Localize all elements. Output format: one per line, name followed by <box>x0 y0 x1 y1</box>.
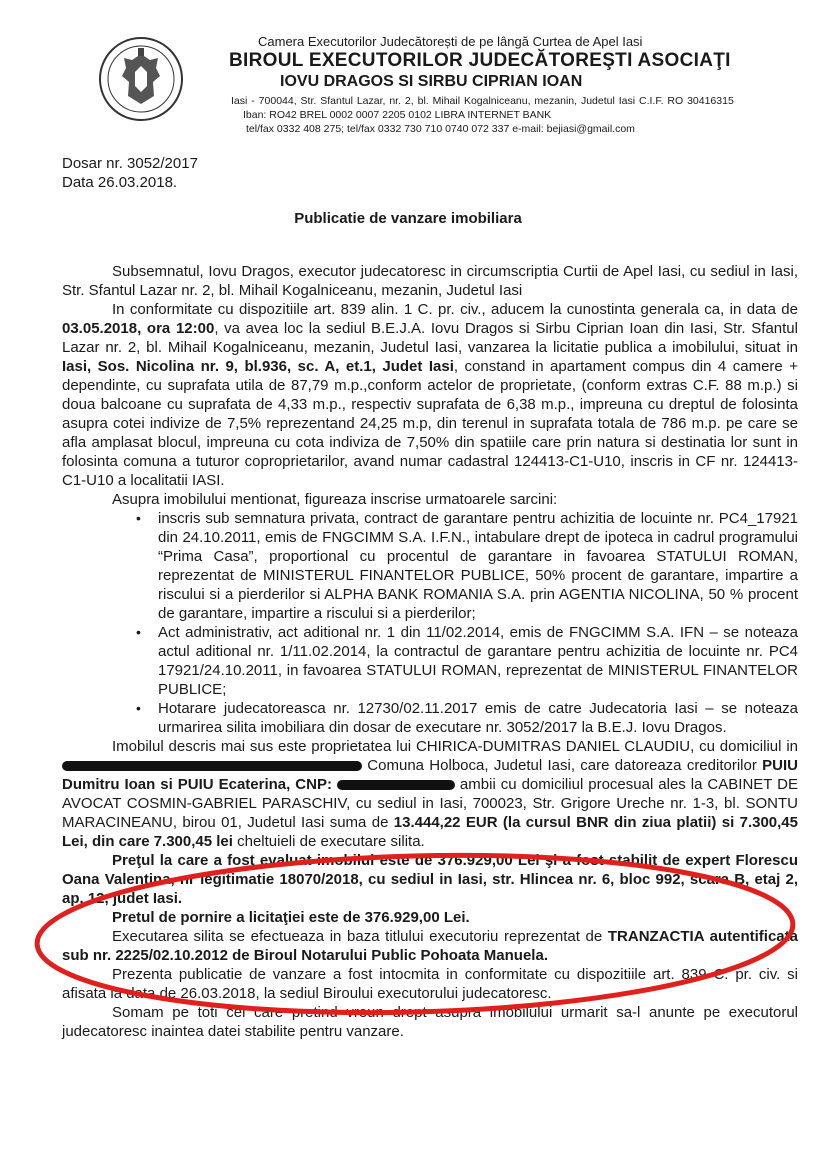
chamber-line: Camera Executorilor Judecătorești de pe lângă Curtea de Apel Iasi <box>258 34 643 49</box>
office-iban: Iban: RO42 BREL 0002 0007 2205 0102 LIBRA INTERNET BANK <box>243 109 552 121</box>
executors-names: IOVU DRAGOS SI SIRBU CIPRIAN IOAN <box>280 73 583 90</box>
redacted-cnp <box>337 780 455 790</box>
paragraph-auction: In conformitate cu dispozitiile art. 839 alin. 1 C. pr. civ., aducem la cunostinta generala ca, in data de 03.05.2018, ora 12:00, va avea loc la sediul B.E.J.A. Iovu Dragos si Sirbu Ciprian Ioan din Iasi, Str. Sfantul Lazar nr. 2, bl. Mihail Kogalniceanu, mezanin, Judetul Iasi, vanzarea la licitatie publica a imobilului, situat in Iasi, Sos. Nicolina nr. 9, bl.936, sc. A, et.1, Judet Iasi, constand in apartament compus din 4 camere + dependinte, cu suprafata utila de 87,79 m.p.,conform actelor de proprietate, (conform extras C.F. 88 m.p.) si doua balcoane cu suprafata de 4,33 m.p., respectiv suprafata de 6,38 m.p., impreuna cu dreptul de folosinta asupra cotei indivize de 7,5% reprezentand 24,25 m.p, din terenul in suprafata totala de 786 m.p. pe care se afla amplasat blocul, impreuna cu cota indiviza de 7,50% din spatiile care prin natura si destinatia lor sunt in folosinta comuna a tuturor coproprietarilor, avand numar cadastral 124413-C1-U10, inscris in CF nr. 124413-C1-U10 a localitatii IASI. <box>62 301 798 489</box>
paragraph-publication: Prezenta publicatie de vanzare a fost intocmita in conformitate cu dispozitiile art. 839 C. pr. civ. si afisata la data de 26.03.2018, la sediul Biroului executorului judecatoresc. <box>62 966 798 1002</box>
coat-of-arms-seal <box>98 36 184 122</box>
paragraph-summons: Somam pe toti cei care pretind vreun drept asupra imobilului urmarit sa-l anunte pe executorul judecatoresc inaintea datei stabilite pentru vanzare. <box>62 1004 798 1040</box>
list-item: • inscris sub semnatura privata, contract de garantare pentru achizitia de locuinte nr. PC4_17921 din 24.10.2011, emis de FNGCIMM S.A. I.F.N., intabulare drept de ipoteca in cadrul programului “Prima Casa”, proportional cu procentul de garantare in favoarea STATULUI ROMAN, reprezentat de MINISTERUL FINANTELOR PUBLICE, 50% procent de garantare, impartire a riscului si a pierderilor si ALPHA BANK ROMANIA S.A. prin AGENTIA NICOLINA, 50 % procent de garantare, impartire a riscului si a pierderilor; <box>158 509 798 623</box>
property-address: Iasi, Sos. Nicolina nr. 9, bl.936, sc. A, et.1, Judet Iasi <box>62 358 454 375</box>
list-item: • Act administrativ, act aditional nr. 1 din 11/02.2014, emis de FNGCIMM S.A. IFN – se noteaza actul aditional nr. 1/11.02.2014, la contractul de garantare pentru achizitia de locuinte nr. PC4 17921/24.10.2011, in favoarea STATULUI ROMAN, reprezentat de MINISTERUL FINANTELOR PUBLICE; <box>158 623 798 699</box>
file-number: Dosar nr. 3052/2017 <box>62 155 198 172</box>
paragraph-title: Executarea silita se efectueaza in baza titlului executoriu reprezentat de TRANZACTIA autentificata sub nr. 2225/02.10.2012 de Biroul Notarului Public Pohoata Manuela. <box>62 928 798 964</box>
debt-amount: 13.444,22 EUR (la cursul BNR din ziua platii) si 7.300,45 Lei, din care 7.300,45 lei <box>62 814 798 850</box>
paragraph-start-price: Pretul de pornire a licitaţiei este de 376.929,00 Lei. <box>112 909 470 926</box>
list-item: • Hotarare judecatoreasca nr. 12730/02.11.2017 emis de catre Judecatoria Iasi – se noteaza urmarirea silita imobiliara din dosar de executare nr. 3052/2017 la B.E.J. Iovu Dragos. <box>158 699 798 737</box>
office-name: BIROUL EXECUTORILOR JUDECĂTOREŞTI ASOCIAŢI <box>229 50 731 71</box>
paragraph-charges-intro: Asupra imobilului mentionat, figureaza inscrise urmatoarele sarcini: <box>112 491 558 508</box>
creditors: PUIU Dumitru Ioan si PUIU Ecaterina, CNP: <box>62 757 798 793</box>
document-date: Data 26.03.2018. <box>62 174 178 191</box>
office-contact: tel/fax 0332 408 275; tel/fax 0332 730 710 0740 072 337 e-mail: bejiasi@gmail.com <box>246 123 635 135</box>
paragraph-valuation: Preţul la care a fost evaluat imobilul este de 376.929,00 Lei şi a fost stabilit de expert Florescu Oana Valentina, nr legitimatie 18070/2018, cu sediul in Iasi, str. Hlincea nr. 6, bloc 992, scara B, etaj 2, ap. 12, judet Iasi. <box>62 852 798 907</box>
charges-list <box>62 509 798 737</box>
redacted-address <box>62 761 362 771</box>
paragraph-executor: Subsemnatul, Iovu Dragos, executor judecatoresc in circumscriptia Curtii de Apel Iasi, cu sediul in Iasi, Str. Sfantul Lazar nr. 2, bl. Mihail Kogalniceanu, mezanin, Judetul Iasi <box>62 263 798 299</box>
paragraph-owner: Imobilul descris mai sus este proprietatea lui CHIRICA-DUMITRAS DANIEL CLAUDIU, cu domiciliul in Comuna Holboca, Judetul Iasi, care datoreaza creditorilor PUIU Dumitru Ioan si PUIU Ecaterina, CNP: ambii cu domiciliul procesual ales la CABINET DE AVOCAT COSMIN-GABRIEL PARASCHIV, cu sediul in Iasi, 700023, Str. Grigore Ureche nr. 1-3, bl. SONTU MARACINEANU, birou 01, Judetul Iasi suma de 13.444,22 EUR (la cursul BNR din ziua platii) si 7.300,45 Lei, din care 7.300,45 lei cheltuieli de executare silita. <box>62 738 798 850</box>
office-address: Iasi - 700044, Str. Sfantul Lazar, nr. 2, bl. Mihail Kogalniceanu, mezanin, Judetul Iasi C.I.F. RO 30416315 <box>231 95 734 107</box>
document-title: Publicatie de vanzare imobiliara <box>294 210 522 227</box>
auction-date: 03.05.2018, ora 12:00 <box>62 320 215 337</box>
document-body <box>62 262 798 1041</box>
